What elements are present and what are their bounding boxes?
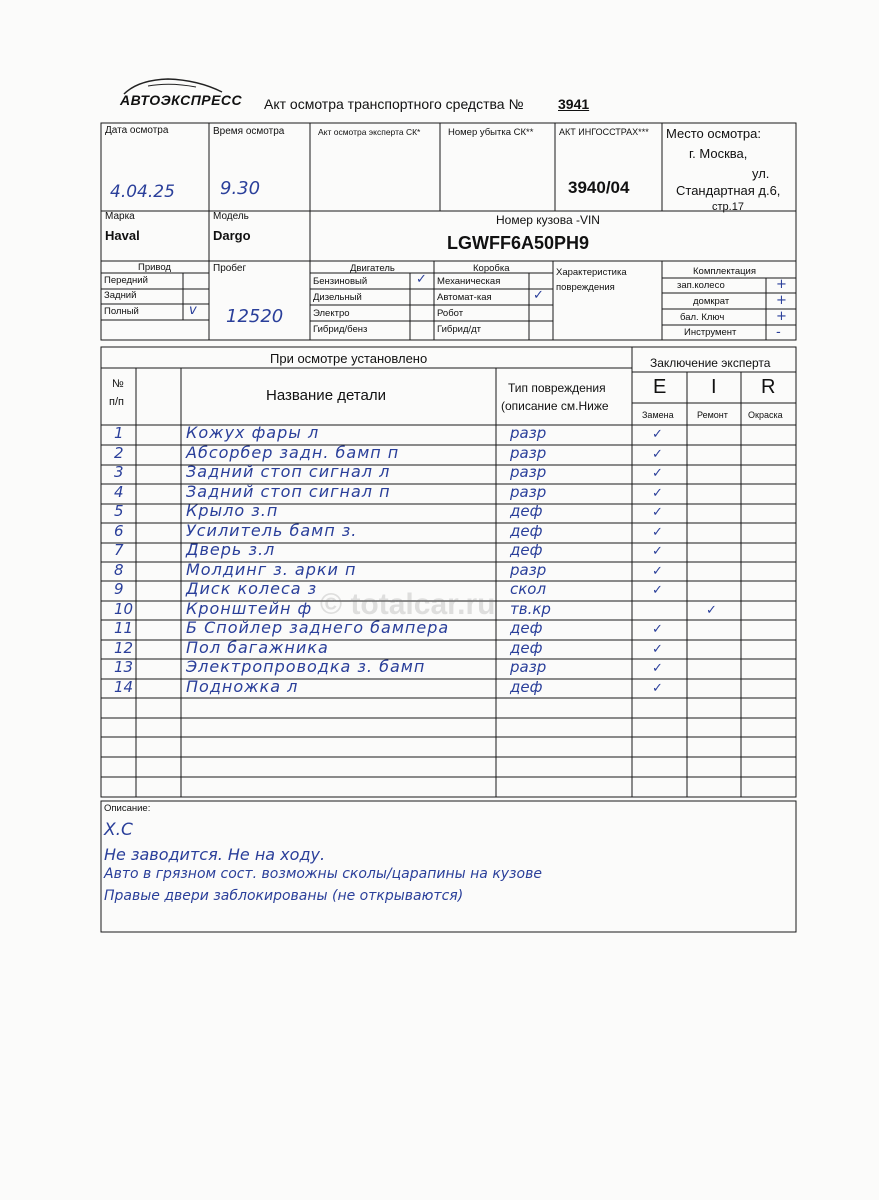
row-damage-type: разр	[510, 482, 547, 501]
row-check-icon: ✓	[652, 583, 663, 598]
description-line-4: Правые двери заблокированы (не открываются)	[104, 888, 464, 904]
time-value: 9.30	[220, 178, 261, 199]
row-damage-type: деф	[510, 502, 543, 520]
logo-text: АВТОЭКСПРЕСС	[120, 92, 243, 108]
row-damage-type: тв.кр	[510, 599, 551, 618]
equipment-item-wrench: бал. Ключ	[680, 312, 725, 323]
time-label: Время осмотра	[213, 126, 285, 137]
e-sub-label: Замена	[642, 410, 674, 420]
established-label: При осмотре установлено	[270, 351, 428, 366]
part-label: Название детали	[266, 387, 386, 404]
drive-item-front: Передний	[104, 275, 148, 286]
row-check-icon: ✓	[652, 505, 663, 520]
description-label: Описание:	[104, 803, 151, 814]
row-damage-type: разр	[510, 424, 547, 442]
row-part-name: Усилитель бамп з.	[186, 520, 358, 540]
engine-check-icon: ✓	[416, 272, 427, 287]
row-number: 9	[114, 580, 124, 598]
row-part-name: Задний стоп сигнал п	[186, 481, 391, 501]
num-label-1: №	[112, 378, 124, 390]
i-sub-label: Ремонт	[697, 410, 728, 420]
row-damage-type: скол	[510, 580, 547, 598]
loss-number-label: Номер убытка СК**	[448, 127, 534, 138]
row-damage-type: деф	[510, 638, 543, 657]
gearbox-item-hybrid: Гибрид/дт	[437, 324, 482, 335]
ingos-label: АКТ ИНГОССТРАХ***	[559, 127, 649, 137]
row-damage-type: деф	[510, 677, 543, 696]
row-part-name: Молдинг з. арки п	[186, 559, 357, 579]
vin-label: Номер кузова -VIN	[496, 213, 600, 227]
ingos-value: 3940/04	[568, 178, 630, 197]
engine-item-petrol: Бензиновый	[313, 276, 368, 287]
equipment-mark-spare: +	[776, 277, 787, 292]
row-number: 4	[114, 482, 124, 501]
vin-value: LGWFF6A50PH9	[447, 233, 590, 253]
row-number: 2	[114, 443, 124, 462]
row-part-name: Подножка л	[186, 676, 299, 696]
row-number: 3	[114, 463, 124, 481]
row-damage-type: разр	[510, 443, 547, 462]
row-number: 13	[114, 658, 134, 676]
row-number: 6	[114, 521, 124, 540]
row-number: 8	[114, 560, 124, 579]
num-label-2: п/п	[109, 396, 124, 408]
row-part-name: Крыло з.п	[186, 501, 279, 520]
date-value: 4.04.25	[110, 182, 175, 202]
equipment-label: Комплектация	[693, 266, 757, 277]
row-number: 7	[114, 541, 124, 559]
row-number: 14	[114, 677, 134, 696]
place-line4: стр.17	[712, 201, 744, 213]
engine-item-electric: Электро	[313, 308, 350, 319]
gearbox-check-icon: ✓	[533, 288, 544, 303]
row-check-icon: ✓	[652, 446, 663, 462]
expert-act-label: Акт осмотра эксперта СК*	[318, 127, 421, 137]
equipment-mark-jack: +	[776, 293, 787, 308]
row-number: 1	[114, 424, 124, 442]
mileage-label: Пробег	[213, 263, 247, 274]
description-line-2: Не заводится. Не на ходу.	[104, 845, 326, 864]
engine-label: Двигатель	[350, 263, 395, 274]
gearbox-label: Коробка	[473, 263, 510, 274]
row-number: 12	[114, 638, 134, 657]
r-label: R	[761, 376, 776, 398]
model-label: Модель	[213, 211, 249, 222]
r-sub-label: Окраска	[748, 410, 783, 420]
mileage-value: 12520	[226, 306, 284, 327]
row-check-icon: ✓	[652, 680, 663, 696]
description-line-1: Х.С	[104, 820, 133, 840]
row-number: 5	[114, 502, 124, 520]
row-check-icon: ✓	[652, 466, 663, 481]
row-check-icon: ✓	[652, 427, 663, 442]
gearbox-item-auto: Автомат-кая	[437, 292, 492, 303]
equipment-item-tools: Инструмент	[684, 327, 737, 338]
act-number: 3941	[558, 96, 590, 112]
description-line-3: Авто в грязном сост. возможны сколы/царапины на кузове	[104, 866, 542, 882]
date-label: Дата осмотра	[105, 125, 169, 136]
row-part-name: Пол багажника	[186, 637, 329, 657]
drive-item-full: Полный	[104, 306, 139, 317]
watermark: © totalcar.ru	[320, 588, 496, 621]
model-value: Dargo	[213, 228, 251, 243]
row-check-icon: ✓	[652, 622, 663, 637]
row-part-name: Абсорбер задн. бамп п	[186, 442, 400, 462]
place-line1: г. Москва,	[689, 146, 748, 161]
row-part-name: Дверь з.л	[186, 540, 276, 559]
place-line3: Стандартная д.6,	[676, 183, 781, 198]
conclusion-label: Заключение эксперта	[650, 356, 771, 370]
engine-item-diesel: Дизельный	[313, 292, 362, 303]
i-label: I	[711, 376, 717, 398]
row-damage-type: деф	[510, 521, 543, 540]
e-label: E	[653, 376, 667, 398]
row-check-icon: ✓	[652, 524, 663, 540]
row-damage-type: разр	[510, 463, 547, 481]
row-damage-type: деф	[510, 541, 543, 559]
equipment-mark-tools: -	[776, 325, 781, 340]
row-part-name: Кожух фары л	[186, 423, 320, 442]
drive-check-icon: v	[189, 303, 197, 318]
damage-label-2: (описание см.Ниже	[501, 399, 609, 413]
row-part-name: Диск колеса з	[186, 579, 318, 598]
row-check-icon: ✓	[652, 661, 663, 676]
row-check-icon: ✓	[652, 485, 663, 501]
engine-item-hybrid: Гибрид/бенз	[313, 324, 368, 335]
row-check-icon: ✓	[652, 641, 663, 657]
row-number: 10	[114, 599, 134, 618]
place-label: Место осмотра:	[666, 126, 761, 141]
damage-char-label: Характеристика повреждения	[556, 267, 627, 293]
row-part-name: Электропроводка з. бамп	[186, 657, 426, 676]
brand-label: Марка	[105, 211, 135, 222]
gearbox-item-robot: Робот	[437, 308, 464, 319]
row-check-icon: ✓	[706, 602, 717, 618]
row-part-name: Задний стоп сигнал л	[186, 462, 391, 481]
place-line2: ул.	[752, 166, 770, 181]
drive-label: Привод	[138, 262, 171, 273]
row-damage-type: разр	[510, 658, 547, 676]
row-part-name: Кронштейн ф	[186, 598, 313, 618]
row-check-icon: ✓	[652, 544, 663, 559]
row-number: 11	[114, 619, 134, 637]
damage-label-1: Тип повреждения	[508, 381, 606, 395]
row-damage-type: разр	[510, 560, 547, 579]
page-title: Акт осмотра транспортного средства №	[264, 96, 524, 112]
row-check-icon: ✓	[652, 563, 663, 579]
gearbox-item-manual: Механическая	[437, 276, 501, 287]
equipment-item-jack: домкрат	[693, 296, 730, 307]
equipment-item-spare: зап.колесо	[677, 280, 725, 291]
drive-item-rear: Задний	[104, 290, 137, 301]
brand-value: Haval	[105, 228, 140, 243]
row-damage-type: деф	[510, 619, 543, 637]
equipment-mark-wrench: +	[776, 309, 787, 324]
row-part-name: Б Спойлер заднего бампера	[186, 618, 450, 637]
